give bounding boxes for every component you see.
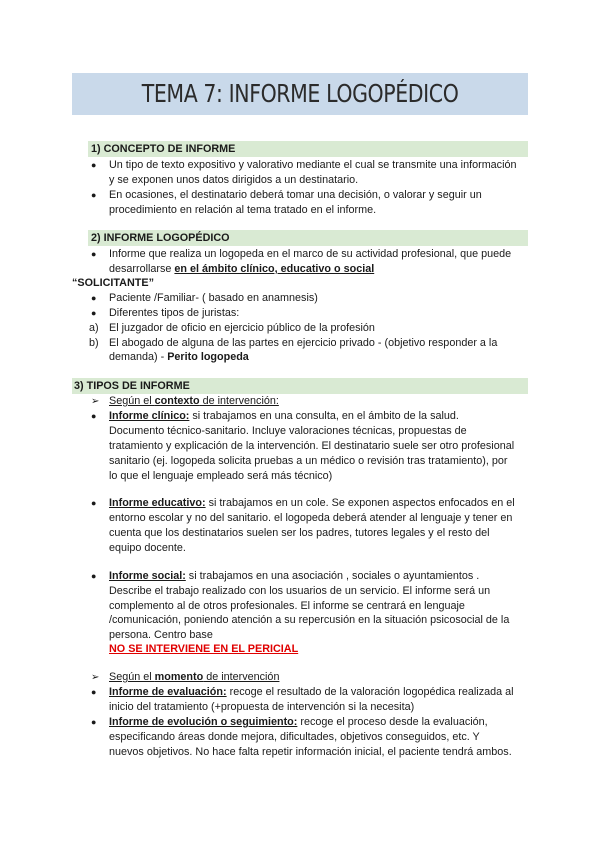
bullet-icon: ● (91, 498, 97, 508)
arrow-icon: ➢ (91, 672, 100, 683)
pericial-warning: NO SE INTERVIENE EN EL PERICIAL (109, 643, 299, 655)
educativo-line4: equipo docente. (109, 542, 186, 554)
s2-line1: Informe que realiza un logopeda en el marco de su actividad profesional, que puede (109, 248, 512, 260)
list-item-b-line2: demanda) - Perito logopeda (109, 351, 249, 363)
bullet-icon: ● (91, 571, 97, 581)
list-label-a: a) (89, 322, 99, 334)
evaluacion-line2: inicio del tratamiento (+propuesta de intervención si la necesita) (109, 701, 415, 713)
title-banner (72, 73, 528, 115)
section2-heading: 2) INFORME LOGOPÉDICO (91, 232, 230, 244)
evaluacion-line1: Informe de evaluación: recoge el resultado de la valoración logopédica realizada al (109, 686, 514, 698)
list-item-a: El juzgador de oficio en ejercicio público de la profesión (109, 322, 375, 334)
s1-b1-line2: y se exponen unos datos dirigidos a un destinatario. (109, 174, 359, 186)
bullet-icon: ● (91, 293, 97, 303)
social-line5: persona. Centro base (109, 629, 213, 641)
s2-line2: desarrollarse en el ámbito clínico, educativo o social (109, 263, 375, 275)
page-title: TEMA 7: INFORME LOGOPÉDICO (141, 79, 459, 108)
clinico-line3: tratamiento y explicación de la intervención. El destinatario suele ser otro profesional (109, 440, 515, 452)
educativo-line2: entorno escolar y no del sanitario. el logopeda deberá atender al lenguaje y tener en (109, 512, 513, 524)
momento-line: Según el momento de intervención (109, 671, 280, 683)
arrow-icon: ➢ (91, 396, 100, 407)
evolucion-line1: Informe de evolución o seguimiento: recoge el proceso desde la evaluación, (109, 716, 488, 728)
educativo-line3: cuenta que los destinatarios suelen ser los padres, tutores legales y el resto del (109, 527, 490, 539)
bullet-icon: ● (91, 190, 97, 200)
evolucion-line2: especificando áreas donde mejora, dificultades, objetivos conseguidos, etc. Y (109, 731, 480, 743)
clinico-line1: Informe clínico: si trabajamos en una consulta, en el ámbito de la salud. (109, 410, 459, 422)
sol-bullet-2: Diferentes tipos de juristas: (109, 307, 240, 319)
bullet-icon: ● (91, 717, 97, 727)
educativo-line1: Informe educativo: si trabajamos en un cole. Se exponen aspectos enfocados en el (109, 497, 515, 509)
bullet-icon: ● (91, 308, 97, 318)
bullet-icon: ● (91, 687, 97, 697)
bullet-icon: ● (91, 411, 97, 421)
clinico-line4: sanitario (ej. logopeda solicita pruebas a un médico o revisión tras tratamiento), por (109, 455, 508, 467)
evolucion-line3: nuevos objetivos. No hace falta repetir información inicial, el paciente tendrá ambos. (109, 746, 512, 758)
sol-bullet-1: Paciente /Familiar- ( basado en anamnesis) (109, 292, 318, 304)
section3-heading: 3) TIPOS DE INFORME (74, 380, 190, 392)
list-label-b: b) (89, 337, 99, 349)
social-line1: Informe social: si trabajamos en una asociación , sociales o ayuntamientos . (109, 570, 480, 582)
bullet-icon: ● (91, 249, 97, 259)
solicitante-label: “SOLICITANTE” (72, 277, 154, 289)
social-line3: complemento al de otros profesionales. El informe se centrará en lenguaje (109, 600, 465, 612)
s1-b2-line1: En ocasiones, el destinatario deberá tomar una decisión, o valorar y seguir un (109, 189, 482, 201)
social-line4: /comunicación, poniendo atención a su repercusión en la situación psicosocial de la (109, 614, 510, 626)
clinico-line5: lo que el lenguaje empleado será más técnico) (109, 470, 333, 482)
list-item-b-line1: El abogado de alguna de las partes en ejercicio privado - (objetivo responder a la (109, 337, 498, 349)
section1-heading: 1) CONCEPTO DE INFORME (91, 143, 236, 155)
social-line2: Describe el trabajo realizado con los usuarios de un servicio. El informe será un (109, 585, 491, 597)
bullet-icon: ● (91, 160, 97, 170)
s1-b2-line2: procedimiento en relación al tema tratado en el informe. (109, 204, 377, 216)
contexto-line: Según el contexto de intervención: (109, 395, 279, 407)
s1-b1-line1: Un tipo de texto expositivo y valorativo mediante el cual se transmite una información (109, 159, 517, 171)
clinico-line2: Documento técnico-sanitario. Incluye valoraciones técnicas, propuestas de (109, 425, 467, 437)
